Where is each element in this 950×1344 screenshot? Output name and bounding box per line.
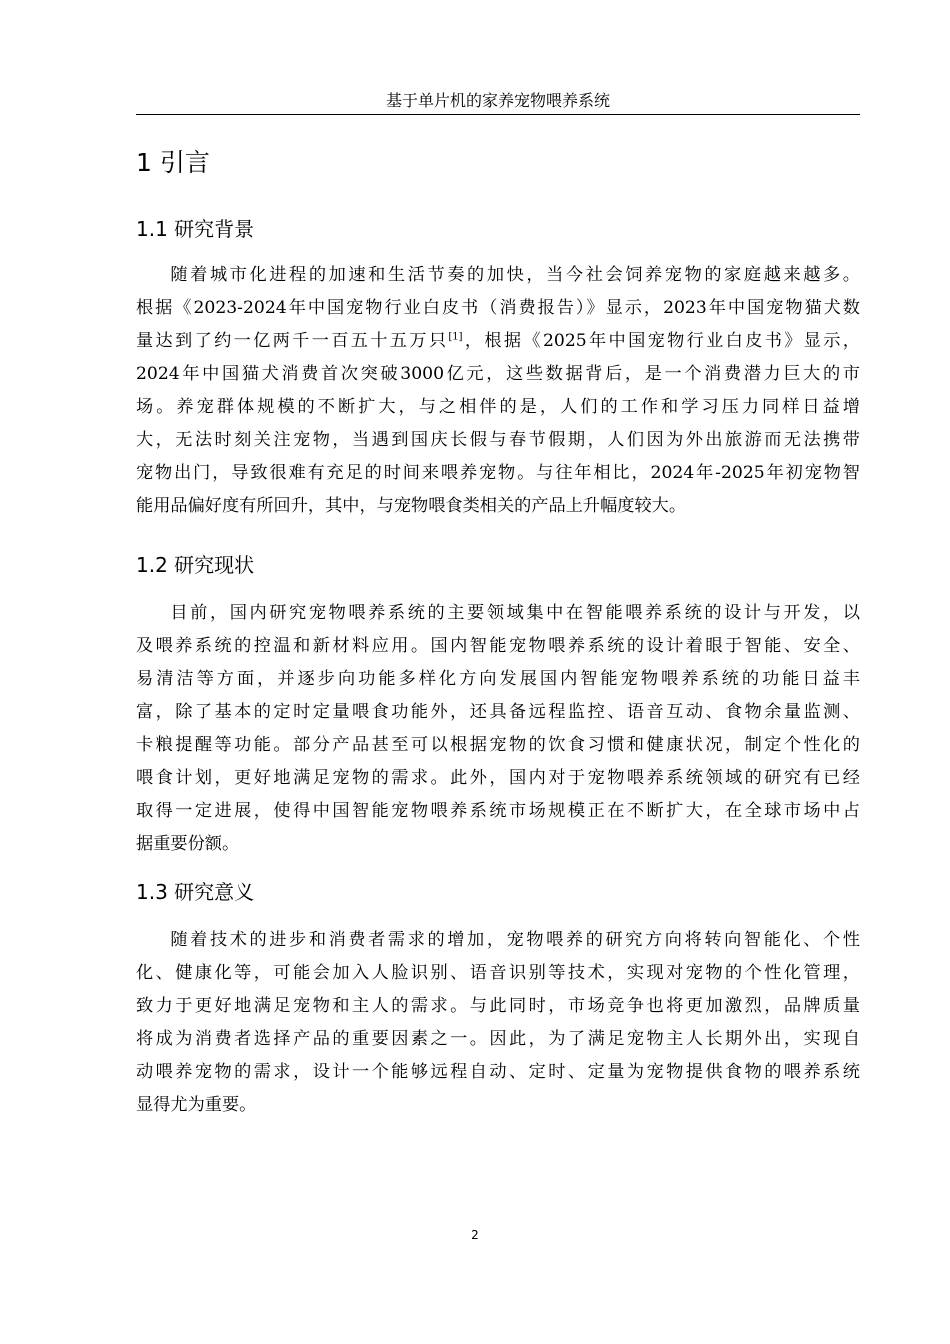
paragraph-line: 显得尤为重要。 xyxy=(136,1095,257,1115)
paragraph-line: 宠物出门，导致很难有充足的时间来喂养宠物。与往年相比，2024年-2025年初宠物智 xyxy=(136,463,860,483)
section-title-status: 1.2 研究现状 xyxy=(136,553,255,577)
paragraph-line: 易清洁等方面，并逐步向功能多样化方向发展国内智能宠物喂养系统的功能日益丰 xyxy=(136,669,860,689)
running-header: 基于单片机的家养宠物喂养系统 xyxy=(136,92,860,115)
section-title-background: 1.1 研究背景 xyxy=(136,217,255,241)
paragraph-line: 2024年中国猫犬消费首次突破3000亿元，这些数据背后，是一个消费潜力巨大的市 xyxy=(136,364,860,384)
paragraph-line: 据重要份额。 xyxy=(136,834,240,854)
paragraph-line: 取得一定进展，使得中国智能宠物喂养系统市场规模正在不断扩大，在全球市场中占 xyxy=(136,801,860,821)
paragraph-line: 大，无法时刻关注宠物，当遇到国庆长假与春节假期，人们因为外出旅游而无法携带 xyxy=(136,430,860,450)
chapter-title: 1 引言 xyxy=(136,148,210,177)
paragraph-significance xyxy=(136,924,860,1122)
section-title-significance: 1.3 研究意义 xyxy=(136,880,255,904)
paragraph-line: 随着技术的进步和消费者需求的增加，宠物喂养的研究方向将转向智能化、个性 xyxy=(170,930,860,950)
paragraph-line: 富，除了基本的定时定量喂食功能外，还具备远程监控、语音互动、食物余量监测、 xyxy=(136,702,860,722)
paragraph-line: 根据《2023-2024年中国宠物行业白皮书（消费报告）》显示，2023年中国宠物猫犬数 xyxy=(136,298,860,318)
paragraph-line: 能用品偏好度有所回升，其中，与宠物喂食类相关的产品上升幅度较大。 xyxy=(136,496,687,516)
paragraph-line: 目前，国内研究宠物喂养系统的主要领域集中在智能喂养系统的设计与开发，以 xyxy=(170,603,860,623)
paragraph-line: 致力于更好地满足宠物和主人的需求。与此同时，市场竞争也将更加激烈，品牌质量 xyxy=(136,996,860,1016)
paragraph-line: 随着城市化进程的加速和生活节奏的加快，当今社会饲养宠物的家庭越来越多。 xyxy=(170,265,860,285)
paragraph-line: 化、健康化等，可能会加入人脸识别、语音识别等技术，实现对宠物的个性化管理， xyxy=(136,963,860,983)
paragraph-line: 动喂养宠物的需求，设计一个能够远程自动、定时、定量为宠物提供食物的喂养系统 xyxy=(136,1062,860,1082)
citation-ref: [1] xyxy=(448,331,463,343)
paragraph-line: 及喂养系统的控温和新材料应用。国内智能宠物喂养系统的设计着眼于智能、安全、 xyxy=(136,636,860,656)
paragraph-status xyxy=(136,597,860,861)
paragraph-line: 喂食计划，更好地满足宠物的需求。此外，国内对于宠物喂养系统领域的研究有已经 xyxy=(136,768,860,788)
paragraph-line: 卡粮提醒等功能。部分产品甚至可以根据宠物的饮食习惯和健康状况，制定个性化的 xyxy=(136,735,860,755)
paragraph-line: 将成为消费者选择产品的重要因素之一。因此，为了满足宠物主人长期外出，实现自 xyxy=(136,1029,860,1049)
page-number: 2 xyxy=(471,1228,479,1242)
paragraph-text: 量达到了约一亿两千一百五十五万只 xyxy=(136,331,449,351)
paragraph-text: ，根据《2025年中国宠物行业白皮书》显示， xyxy=(462,331,860,351)
paragraph-line: 场。养宠群体规模的不断扩大，与之相伴的是，人们的工作和学习压力同样日益增 xyxy=(136,397,860,417)
paragraph-background xyxy=(136,259,860,523)
paragraph-line-with-citation xyxy=(136,325,860,358)
